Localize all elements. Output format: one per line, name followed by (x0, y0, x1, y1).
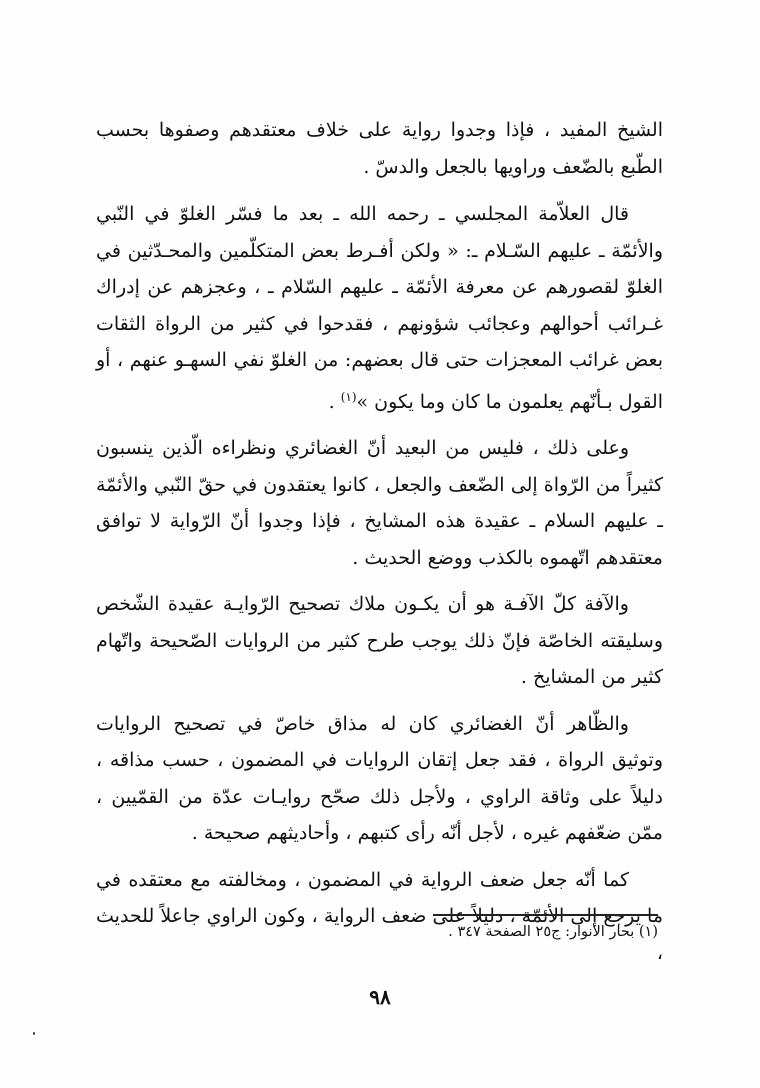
paragraph-2-tail: . (328, 390, 341, 413)
paragraph-6: كما أنّه جعل ضعف الرواية في المضمون ، ومخالفته مع معتقده في ما يرجع إلى الأئمّة ، دليلاً على ضعف الرواية ، وكون الراوي جاعلاً للحديث ، (96, 868, 663, 964)
footnote: (١) بحار الانوار: ج٢٥ الصفحة ٣٤٧ . (448, 924, 658, 940)
paragraph-5: والظّاهر أنّ الغضائري كان له مذاق خاصّ في تصحيح الروايات وتوثيق الرواة ، فقد جعل إتقان الروايات في المضمون ، حسب مذاقه ، دليلاً على وثاقة الراوي ، ولأجل ذلك صحّح روايـات عدّة من القمّيين ، ممّن ضعّفهم غيره ، لأجل أنّه رأى كتبهم ، وأحاديثهم صحيحة . (96, 712, 663, 844)
paragraph-2-text: قال العلاّمة المجلسي ـ رحمه الله ـ بعد ما فسّر الغلوّ في النّبي والأئمّة ـ عليهم السّـلام ـ: « ولكن أفـرط بعض المتكلّمين والمحـدّثين في الغلوّ لقصورهم عن معرفة الأئمّة ـ عليهم السّلام ـ ، وعجزهم عن إدراك غـرائب أحوالهم وعجائب شؤونهم ، فقدحوا في كثير من الرواة الثقات بعض غرائب المعجزات حتى قال بعضهم: من الغلوّ نفي السهـو عنهم ، أو القول بـأنّهم يعلمون ما كان وما يكون » (96, 203, 663, 413)
paragraph-2 (96, 196, 663, 420)
paragraph-1: الشيخ المفيد ، فإذا وجدوا رواية على خلاف معتقدهم وصفوها بحسب الطّبع بالضّعف وراويها بالجعل والدسّ . (96, 119, 663, 178)
footnote-reference[interactable]: (١) (340, 389, 357, 404)
paragraph-3: وعلى ذلك ، فليس من البعيد أنّ الغضائري ونظراءه الّذين ينسبون كثيراً من الرّواة إلى الضّعف والجعل ، كانوا يعتقدون في حقّ النّبي والأئمّة ـ عليهم السلام ـ عقيدة هذه المشايخ ، فإذا وجدوا أنّ الرّواية لا توافق معتقدهم اتّهموه بالكذب ووضع الحديث . (96, 437, 663, 569)
main-text (96, 112, 663, 971)
paragraph-4: والآفة كلّ الآفـة هو أن يكـون ملاك تصحيح الرّوايـة عقيدة الشّخص وسليقته الخاصّة فإنّ ذلك يوجب طرح كثير من الروايات الصّحيحة واتّهام كثير من المشايخ . (96, 593, 663, 688)
page-number: ٩٨ (369, 985, 391, 1009)
scan-speck (33, 1032, 35, 1035)
footnote-divider (433, 914, 658, 916)
